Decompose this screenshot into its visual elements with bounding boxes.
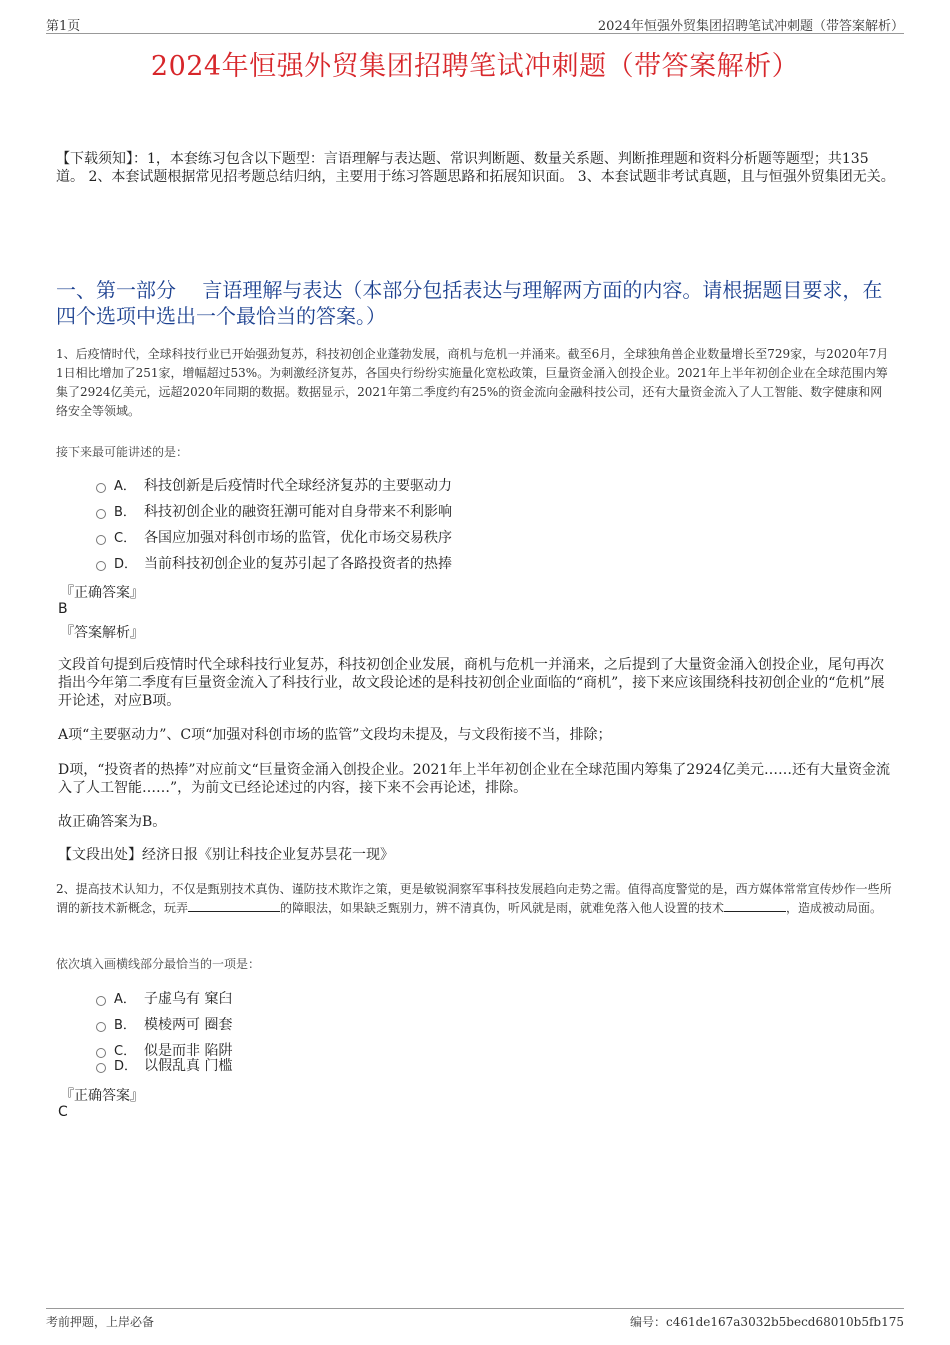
- option-text: 当前科技初创企业的复苏引起了各路投资者的热捧: [144, 556, 452, 572]
- question-2-option-c[interactable]: C． 似是而非 陷阱: [96, 1041, 232, 1061]
- question-2-option-d[interactable]: D． 以假乱真 门槛: [96, 1056, 232, 1076]
- download-notice: 【下载须知】：1，本套练习包含以下题型：言语理解与表达题、常识判断题、数量关系题、判断推理题和资料分析题等题型；共135道。 2、本套试题根据常见招考题总结归纳，主要用于练习答题思路和拓展知识面。 3、本套试题非考试真题，且与恒强外贸集团无关。: [56, 151, 895, 185]
- fill-blank-1[interactable]: [188, 899, 280, 912]
- option-text: 科技初创企业的融资狂潮可能对自身带来不利影响: [144, 504, 452, 520]
- document-code: 编号：c461de167a3032b5becd68010b5fb175: [629, 1315, 904, 1329]
- question-2-prompt: 依次填入画横线部分最恰当的一项是：: [56, 957, 261, 971]
- radio-icon[interactable]: [96, 1022, 106, 1032]
- document-title: 2024年恒强外贸集团招聘笔试冲刺题（带答案解析）: [150, 51, 800, 82]
- option-text: 各国应加强对科创市场的监管，优化市场交易秩序: [144, 530, 452, 546]
- question-2-text: 2、提高技术认知力，不仅是甄别技术真伪、谨防技术欺诈之策，更是敏锐洞察军事科技发展趋向走势之需。值得高度警觉的是，西方媒体常常宣传炒作一些所谓的新技术新概念，玩弄 的障眼法，如果缺乏甄别力，辨不清真伪，听风就是雨，就难免落入他人设置的技术 ，造成被动局面。: [56, 882, 892, 915]
- option-text: 模棱两可 圈套: [144, 1017, 233, 1033]
- radio-icon[interactable]: [96, 535, 106, 545]
- question-1-analysis-label: 『答案解析』: [60, 625, 144, 641]
- question-1-option-c[interactable]: C． 各国应加强对科创市场的监管，优化市场交易秩序: [96, 528, 452, 548]
- option-text: 似是而非 陷阱: [144, 1043, 233, 1059]
- question-2-option-b[interactable]: B． 模棱两可 圈套: [96, 1015, 232, 1035]
- footer-divider: [46, 1308, 904, 1309]
- radio-icon[interactable]: [96, 996, 106, 1006]
- option-text: 子虚乌有 窠臼: [144, 991, 233, 1007]
- question-2-option-a[interactable]: A． 子虚乌有 窠臼: [96, 989, 232, 1009]
- question-1-prompt: 接下来最可能讲述的是：: [56, 445, 189, 459]
- analysis-paragraph: D项，“投资者的热捧”对应前文“巨量资金涌入创投企业。2021年上半年初创企业在全球范围内筹集了2924亿美元……还有大量资金流入了人工智能……”，为前文已经论述过的内容，接下来不会再论述，排除。: [58, 762, 890, 796]
- question-1-answer-label: 『正确答案』: [60, 585, 144, 601]
- fill-blank-2[interactable]: [724, 899, 786, 912]
- page-number: 第1页: [46, 19, 81, 34]
- question-2-answer: C: [58, 1104, 68, 1120]
- question-1-option-a[interactable]: A． 科技创新是后疫情时代全球经济复苏的主要驱动力: [96, 476, 452, 496]
- question-1-option-d[interactable]: D． 当前科技初创企业的复苏引起了各路投资者的热捧: [96, 554, 452, 574]
- radio-icon[interactable]: [96, 561, 106, 571]
- radio-icon[interactable]: [96, 1063, 106, 1073]
- section-heading: 一、第一部分 言语理解与表达（本部分包括表达与理解两方面的内容。请根据题目要求，在四个选项中选出一个最恰当的答案。）: [56, 278, 883, 328]
- question-1-answer: B: [58, 601, 68, 617]
- radio-icon[interactable]: [96, 483, 106, 493]
- analysis-paragraph: 文段首句提到后疫情时代全球科技行业复苏，科技初创企业发展，商机与危机一并涌来，之后提到了大量资金涌入创投企业，尾句再次指出今年第二季度有巨量资金流入了科技行业，故文段论述的是科技初创企业面临的“商机”，接下来应该围绕科技初创企业的“危机”展开论述，对应B项。: [58, 657, 885, 709]
- option-text: 科技创新是后疫情时代全球经济复苏的主要驱动力: [144, 478, 452, 494]
- radio-icon[interactable]: [96, 509, 106, 519]
- footer-slogan: 考前押题，上岸必备: [46, 1315, 155, 1329]
- question-1-text: 1、后疫情时代，全球科技行业已开始强劲复苏，科技初创企业蓬勃发展，商机与危机一并涌来。截至6月，全球独角兽企业数量增长至729家，与2020年7月1日相比增加了251家，增幅超过53%。为刺激经济复苏，各国央行纷纷实施量化宽松政策，巨量资金涌入创投企业。2021年上半年初创企业在全球范围内筹集了2924亿美元，远超2020年同期的数据。数据显示，2021年第二季度约有25%的资金流向金融科技公司，还有大量资金流入了人工智能、数字健康和网络安全等领域。: [56, 347, 889, 418]
- analysis-paragraph: A项“主要驱动力”、C项“加强对科创市场的监管”文段均未提及，与文段衔接不当，排除；: [58, 727, 612, 743]
- question-1-option-b[interactable]: B． 科技初创企业的融资狂潮可能对自身带来不利影响: [96, 502, 452, 522]
- analysis-conclusion: 故正确答案为B。: [58, 814, 167, 830]
- analysis-source: 【文段出处】经济日报《别让科技企业复苏昙花一现》: [58, 847, 394, 863]
- running-title: 2024年恒强外贸集团招聘笔试冲刺题（带答案解析）: [597, 19, 904, 34]
- option-text: 以假乱真 门槛: [144, 1058, 233, 1074]
- question-2-answer-label: 『正确答案』: [60, 1088, 144, 1104]
- header-divider: [46, 33, 904, 34]
